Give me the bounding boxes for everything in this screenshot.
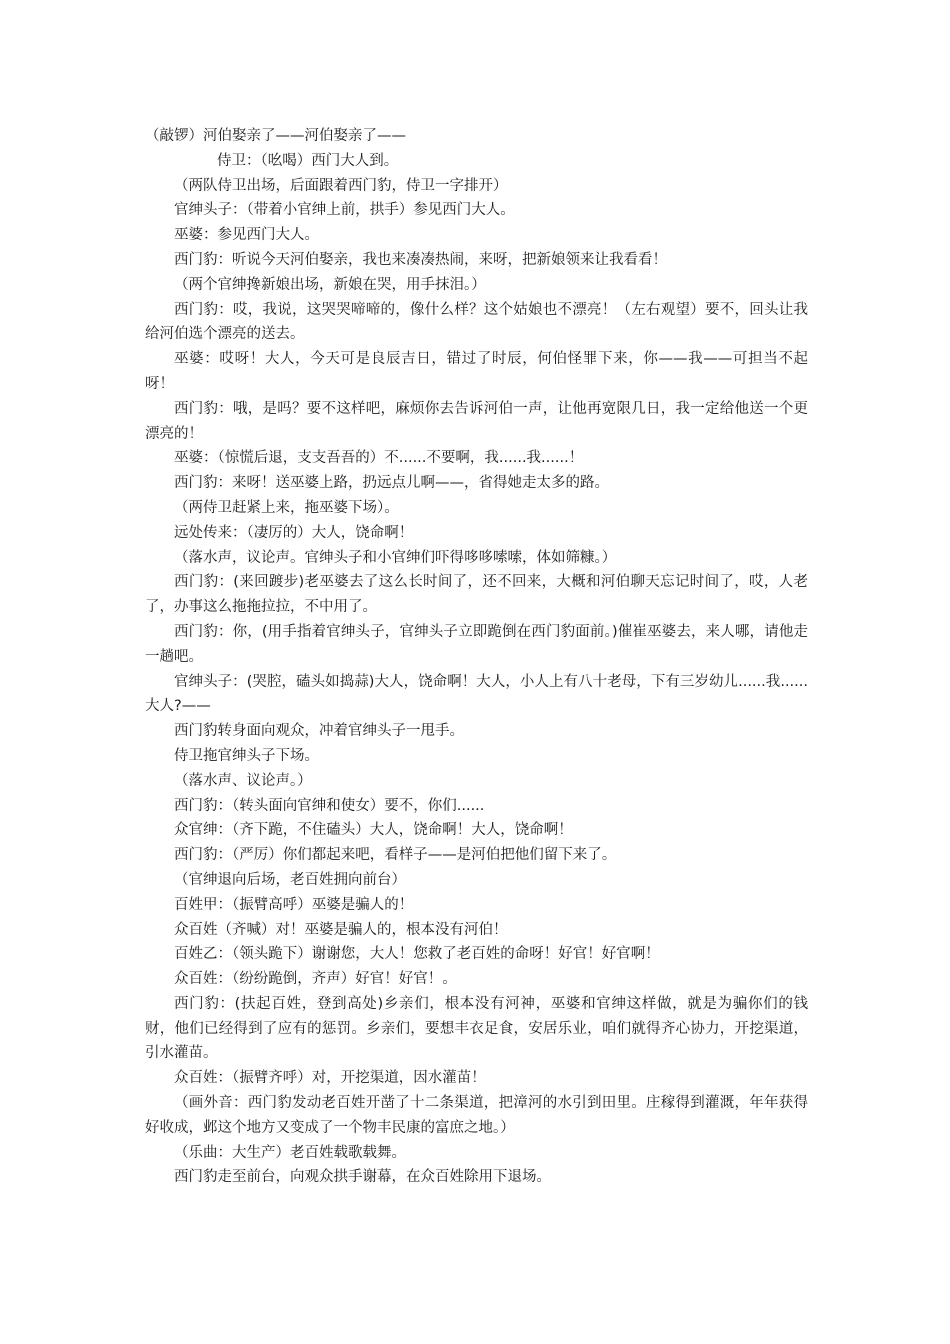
script-paragraph: 西门豹：你，(用手指着官绅头子，官绅头子立即跪倒在西门豹面前。)催崔巫婆去，来人哪，请他走一趟吧。 <box>145 623 808 665</box>
script-paragraph: 西门豹：哎，我说，这哭哭啼啼的，像什么样？这个姑娘也不漂亮！（左右观望）要不，回头让我给河伯选个漂亮的送去。 <box>145 301 808 343</box>
script-paragraph: 西门豹：哦，是吗？要不这样吧，麻烦你去告诉河伯一声，让他再宽限几日，我一定给他送一个更漂亮的！ <box>145 400 808 442</box>
script-paragraph: 巫婆：参见西门大人。 <box>174 227 319 244</box>
script-paragraph: 百姓甲：（振臂高呼）巫婆是骗人的！ <box>174 896 414 913</box>
script-paragraph: 西门豹：来呀！送巫婆上路，扔远点儿啊——，省得她走太多的路。 <box>174 475 609 492</box>
script-paragraph: 众官绅：（齐下跪，不住磕头）大人，饶命啊！大人，饶命啊！ <box>174 822 573 839</box>
script-paragraph: （两个官绅搀新娘出场，新娘在哭，用手抹泪。） <box>174 276 486 293</box>
script-paragraph: 西门豹：（严厉）你们都起来吧，看样子——是河伯把他们留下来了。 <box>174 847 617 864</box>
script-paragraph: 官绅头子：(哭腔，磕头如捣蒜)大人，饶命啊！大人，小人上有八十老母，下有三岁幼儿......我......大人?—— <box>145 673 808 715</box>
script-paragraph: 西门豹：（转头面向官绅和使女）要不，你们...... <box>174 797 485 814</box>
script-paragraph: 众百姓（齐喊）对！巫婆是骗人的，根本没有河伯！ <box>174 921 508 938</box>
script-text-body <box>145 124 808 1190</box>
script-paragraph: 巫婆：（惊慌后退，支支吾吾的）不......不要啊，我......我......！ <box>174 450 584 467</box>
script-paragraph: （敲锣）河伯娶亲了——河伯娶亲了—— <box>145 128 406 144</box>
script-paragraph: 西门豹转身面向观众，冲着官绅头子一甩手。 <box>174 723 464 740</box>
script-paragraph: （两侍卫赶紧上来，拖巫婆下场）。 <box>174 499 399 516</box>
script-paragraph: 官绅头子：（带着小官绅上前，拱手）参见西门大人。 <box>174 202 515 219</box>
script-paragraph: （乐曲：大生产）老百姓载歌载舞。 <box>174 1144 406 1161</box>
script-paragraph: 西门豹：(来回踱步)老巫婆去了这么长时间了，还不回来，大概和河伯聊天忘记时间了，哎，人老了，办事这么拖拖拉拉，不中用了。 <box>145 574 808 616</box>
script-paragraph: （两队侍卫出场，后面跟着西门豹，侍卫一字排开） <box>174 177 508 194</box>
script-paragraph: 众百姓：（振臂齐呼）对，开挖渠道，因水灌苗！ <box>174 1070 486 1087</box>
script-paragraph: 西门豹：听说今天河伯娶亲，我也来凑凑热闹，来呀，把新娘领来让我看看！ <box>174 251 667 268</box>
script-paragraph: 远处传来：（凄厉的）大人，饶命啊！ <box>174 524 414 541</box>
script-paragraph: 众百姓：（纷纷跪倒，齐声）好官！好官！。 <box>174 971 457 988</box>
script-paragraph: （落水声、议论声。） <box>174 772 312 789</box>
script-paragraph: 西门豹：(扶起百姓，登到高处)乡亲们，根本没有河神，巫婆和官绅这样做，就是为骗你们的钱财，他们已经得到了应有的惩罚。乡亲们，要想丰衣足食，安居乐业，咱们就得齐心协力，开挖渠道，引水灌苗。 <box>145 995 808 1062</box>
script-paragraph: 侍卫拖官绅头子下场。 <box>174 747 319 764</box>
script-paragraph: 百姓乙：（领头跪下）谢谢您，大人！您救了老百姓的命呀！好官！好官啊！ <box>174 946 660 963</box>
script-paragraph: （画外音：西门豹发动老百姓开凿了十二条渠道，把漳河的水引到田里。庄稼得到灌溉，年年获得好收成，邺这个地方又变成了一个物丰民康的富庶之地。） <box>145 1095 808 1136</box>
script-paragraph: （官绅退向后场，老百姓拥向前台） <box>174 871 406 888</box>
script-paragraph: 巫婆：哎呀！大人，今天可是良辰吉日，错过了时辰，何伯怪罪下来，你——我——可担当不起呀！ <box>145 351 808 392</box>
script-paragraph: （落水声，议论声。官绅头子和小官绅们吓得哆哆嗦嗦，体如筛糠。） <box>174 549 617 566</box>
script-paragraph: 西门豹走至前台，向观众拱手谢幕，在众百姓除用下退场。 <box>174 1169 551 1186</box>
script-paragraph: 侍卫：（吆喝）西门大人到。 <box>217 152 399 169</box>
